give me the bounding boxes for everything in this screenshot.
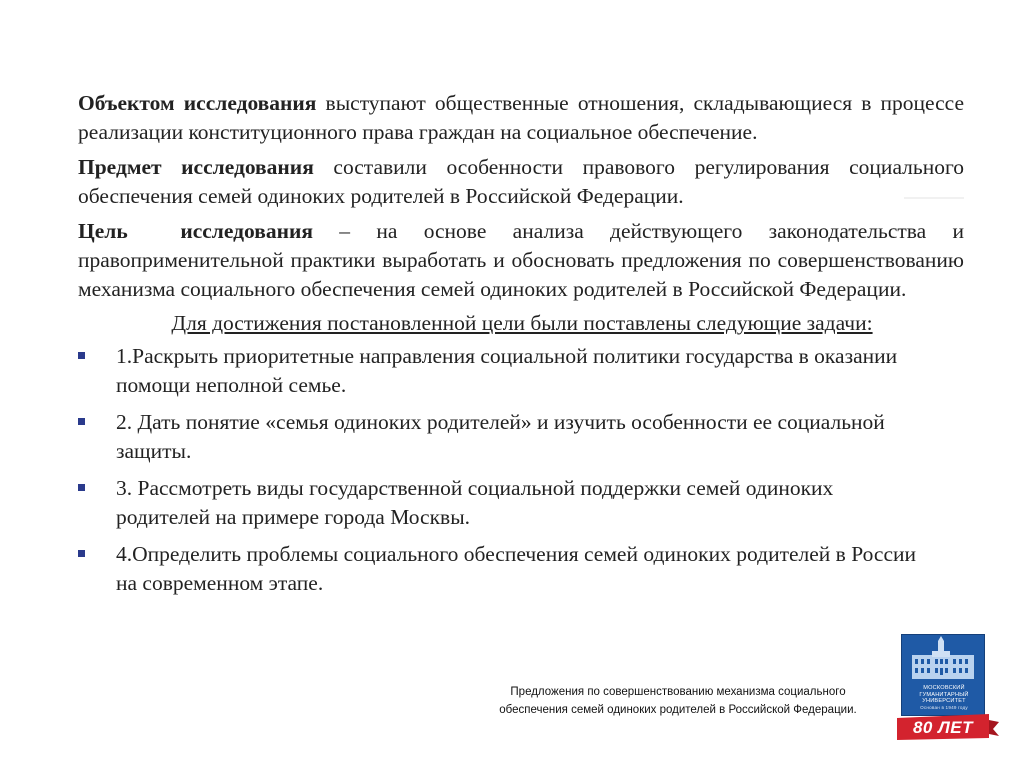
subject-text: составили особенности правового регулирования социального обеспечения семей одиноких родителей в Российской Федерации. [78,155,964,208]
slide-content [78,89,964,606]
square-bullet-icon [78,484,85,491]
goal-paragraph [78,217,964,304]
task-item [78,408,964,466]
ribbon-label: 80 ЛЕТ [912,718,974,737]
goal-label: Цель исследования [78,219,313,243]
logo-line-3: УНИВЕРСИТЕТ [922,698,966,704]
task-item [78,474,964,532]
subject-label: Предмет исследования [78,155,314,179]
logo-line-1: МОСКОВСКИЙ [923,685,965,691]
square-bullet-icon [78,550,85,557]
object-label: Объектом исследования [78,91,317,115]
footer-caption [468,683,888,719]
logo-line-2: ГУМАНИТАРНЫЙ [919,691,969,698]
task-item [78,342,964,400]
task-text: 3. Рассмотреть виды государственной социальной поддержки семей одиноких родителей на примере города Москвы. [116,476,834,529]
object-text: выступают общественные отношения, складывающиеся в процессе реализации конституционного права граждан на социальное обеспечение. [78,91,964,144]
task-text: 1.Раскрыть приоритетные направления социальной политики государства в оказании помощи неполной семье. [116,344,898,397]
task-text: 4.Определить проблемы социального обеспечения семей одиноких родителей в России на современном этапе. [116,542,917,595]
caption-line-2: обеспечения семей одиноких родителей в Российской Федерации. [499,704,857,716]
object-paragraph [78,89,964,147]
logo-text [902,685,985,711]
task-text: 2. Дать понятие «семья одиноких родителей» и изучить особенности ее социальной защиты. [116,410,885,463]
task-item [78,540,964,598]
square-bullet-icon [78,352,85,359]
goal-text: – на основе анализа действующего законодательства и правоприменительной практики выработать и обосновать предложения по совершенствованию механизма социального обеспечения семей одиноких родителей в Российской Федерации. [78,219,964,301]
tasks-list [78,342,964,598]
caption-line-1: Предложения по совершенствованию механизма социального [510,686,846,698]
subject-paragraph [78,153,964,211]
logo-line-4: Основан в 1949 году [920,704,968,710]
building-icon [902,635,985,685]
tasks-heading: Для достижения постановленной цели были поставлены следующие задачи: [171,311,873,335]
university-logo [901,634,985,716]
square-bullet-icon [78,418,85,425]
